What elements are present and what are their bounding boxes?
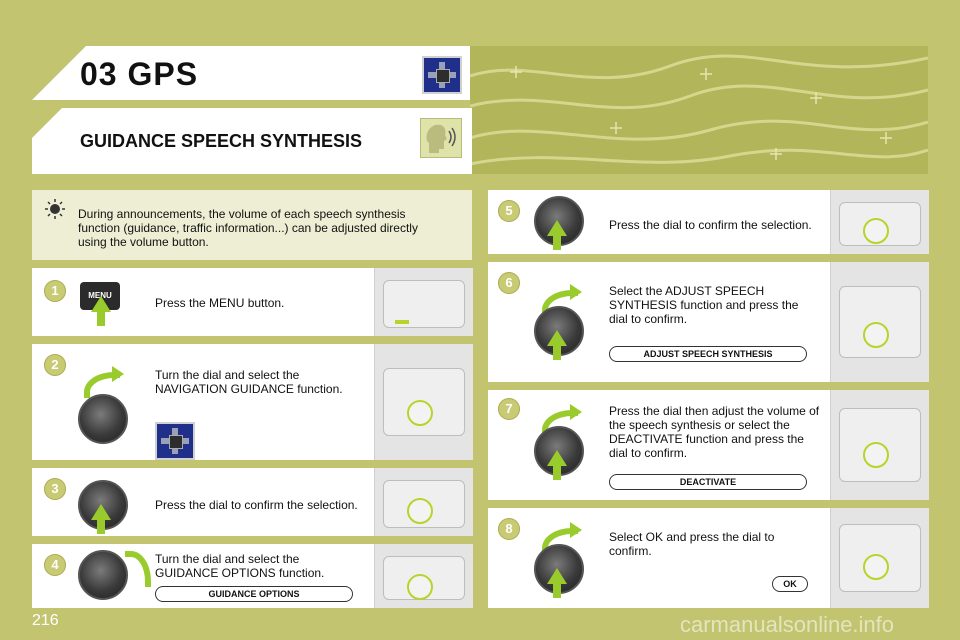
radio-panel-image	[374, 344, 473, 460]
curved-arrow-head	[570, 404, 582, 420]
step-number: 7	[498, 398, 520, 420]
gps-crosshair-icon	[155, 422, 195, 460]
arrow-up-icon	[547, 450, 567, 466]
step-number: 4	[44, 554, 66, 576]
step-2-text: Turn the dial and select the NAVIGATION GUIDANCE function.	[155, 368, 343, 396]
note-text: During announcements, the volume of each speech synthesis function (guidance, traffic information...) can be adjusted directly using the volume button.	[78, 207, 418, 249]
step-5-text: Press the dial to confirm the selection.	[609, 218, 812, 232]
radio-panel-image	[374, 468, 473, 536]
step-8-text: Select OK and press the dial to confirm.	[609, 530, 775, 558]
radio-panel-image	[830, 262, 929, 382]
speech-head-icon	[420, 118, 462, 158]
arrow-up-icon	[547, 220, 567, 236]
arrow-up-stem	[97, 312, 105, 326]
radio-panel-image	[830, 508, 929, 608]
arrow-up-stem	[553, 466, 561, 480]
dial-icon	[78, 550, 128, 600]
arrow-up-stem	[97, 520, 105, 534]
step-number: 5	[498, 200, 520, 222]
guidance-options-pill: GUIDANCE OPTIONS	[155, 586, 353, 602]
ok-pill: OK	[772, 576, 808, 592]
arrow-up-icon	[91, 504, 111, 520]
radio-panel-image	[374, 268, 473, 336]
arrow-up-stem	[553, 584, 561, 598]
adjust-speech-synthesis-pill: ADJUST SPEECH SYNTHESIS	[609, 346, 807, 362]
header-corner	[32, 46, 86, 100]
step-3-text: Press the dial to confirm the selection.	[155, 498, 358, 512]
curved-arrow-head	[570, 522, 582, 538]
step-number: 6	[498, 272, 520, 294]
step-number: 3	[44, 478, 66, 500]
menu-button-icon: MENU	[80, 282, 120, 310]
step-7-text: Press the dial then adjust the volume of the speech synthesis or select the DEACTIVATE function and press the dial to confirm.	[609, 404, 820, 460]
subtitle-corner	[32, 108, 62, 138]
page-title: 03 GPS	[80, 56, 199, 92]
dial-icon	[78, 394, 128, 444]
curved-arrow-head	[570, 284, 582, 300]
arrow-up-icon	[547, 568, 567, 584]
arrow-up-stem	[553, 346, 561, 360]
step-1-text: Press the MENU button.	[155, 296, 285, 310]
deactivate-pill: DEACTIVATE	[609, 474, 807, 490]
topographic-map-banner	[470, 46, 928, 174]
step-6-text: Select the ADJUST SPEECH SYNTHESIS function and press the dial to confirm.	[609, 284, 799, 326]
curved-arrow-head	[112, 366, 124, 382]
watermark: carmanualsonline.info	[680, 612, 895, 637]
step-number: 1	[44, 280, 66, 302]
arrow-up-icon	[91, 296, 111, 312]
arrow-up-icon	[547, 330, 567, 346]
step-number: 8	[498, 518, 520, 540]
arrow-up-stem	[553, 236, 561, 250]
gps-crosshair-icon	[422, 56, 462, 94]
radio-panel-image	[830, 190, 929, 254]
step-number: 2	[44, 354, 66, 376]
page-number: 216	[32, 612, 59, 629]
radio-panel-image	[830, 390, 929, 500]
radio-panel-image	[374, 544, 473, 608]
lightbulb-icon	[44, 198, 66, 220]
section-title: GUIDANCE SPEECH SYNTHESIS	[80, 131, 363, 151]
step-4-text: Turn the dial and select the GUIDANCE OPTIONS function.	[155, 552, 325, 580]
